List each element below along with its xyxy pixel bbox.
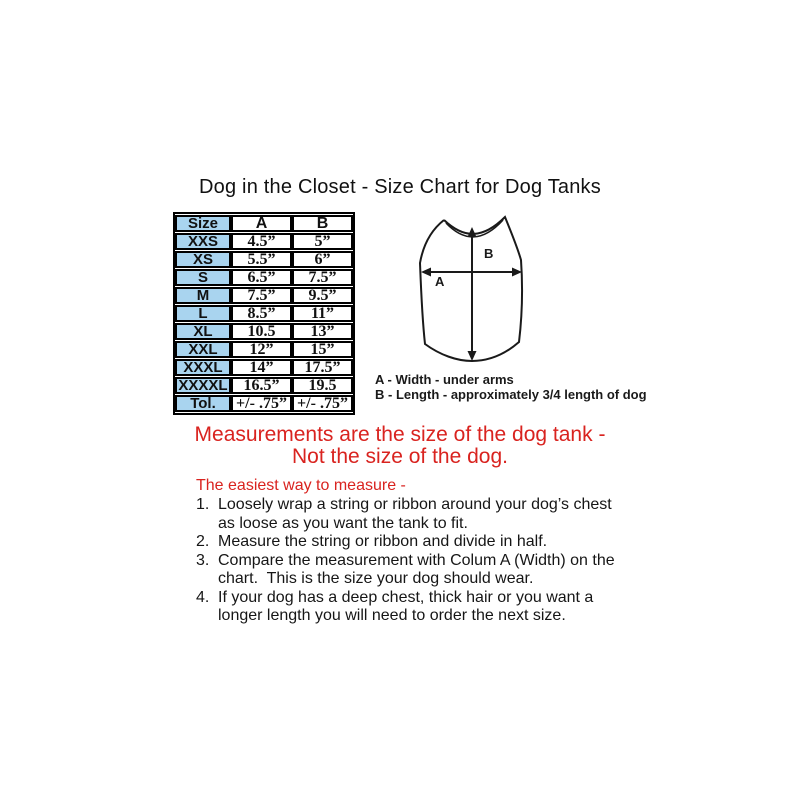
table-row xyxy=(175,323,353,340)
size-cell: Tol. xyxy=(175,395,231,412)
step-item xyxy=(196,496,620,533)
size-cell: XXXL xyxy=(175,359,231,376)
column-header-b: B xyxy=(292,215,353,232)
page-title: Dog in the Closet - Size Chart for Dog Tanks xyxy=(199,176,601,198)
measuring-instructions xyxy=(196,476,620,626)
step-number: 2. xyxy=(196,533,210,550)
width-arrow-head-left xyxy=(421,268,431,277)
table-row xyxy=(175,341,353,358)
column-header-size: Size xyxy=(175,215,231,232)
width-value: 12” xyxy=(231,341,292,358)
label-b: B xyxy=(484,246,494,261)
length-value: 9.5” xyxy=(292,287,353,304)
dog-tank-diagram xyxy=(419,213,524,365)
size-cell: M xyxy=(175,287,231,304)
length-value: 7.5” xyxy=(292,269,353,286)
width-value: 16.5” xyxy=(231,377,292,394)
length-value: +/- .75” xyxy=(292,395,353,412)
length-value: 6” xyxy=(292,251,353,268)
step-item xyxy=(196,533,620,552)
table-header-row xyxy=(175,215,353,232)
table-row xyxy=(175,377,353,394)
width-value: 6.5” xyxy=(231,269,292,286)
step-text: Loosely wrap a string or ribbon around your dog’s chest as loose as you want the tank to fit. xyxy=(218,496,617,532)
legend-line-b: B - Length - approximately 3/4 length of dog xyxy=(375,387,647,402)
step-text: Compare the measurement with Colum A (Width) on the chart. This is the size your dog should wear. xyxy=(218,551,620,587)
size-cell: XXL xyxy=(175,341,231,358)
length-arrow-head-bottom xyxy=(468,351,477,361)
table-row xyxy=(175,305,353,322)
table-row xyxy=(175,251,353,268)
table-row xyxy=(175,395,353,412)
width-value: +/- .75” xyxy=(231,395,292,412)
length-value: 5” xyxy=(292,233,353,250)
legend-line-a: A - Width - under arms xyxy=(375,372,514,387)
width-value: 5.5” xyxy=(231,251,292,268)
length-value: 15” xyxy=(292,341,353,358)
diagram-legend xyxy=(375,372,647,402)
step-number: 4. xyxy=(196,588,210,606)
length-value: 19.5 xyxy=(292,377,353,394)
length-value: 17.5” xyxy=(292,359,353,376)
width-value: 8.5” xyxy=(231,305,292,322)
notice-line-1: Measurements are the size of the dog tank - xyxy=(194,423,606,446)
notice-line-2: Not the size of the dog. xyxy=(292,445,508,468)
step-number: 3. xyxy=(196,551,210,569)
length-arrow-head-top xyxy=(468,227,477,237)
measure-heading: The easiest way to measure - xyxy=(196,477,406,494)
width-value: 7.5” xyxy=(231,287,292,304)
length-value: 13” xyxy=(292,323,353,340)
table-row xyxy=(175,359,353,376)
column-header-a: A xyxy=(231,215,292,232)
size-cell: S xyxy=(175,269,231,286)
measurement-notice xyxy=(0,424,800,468)
size-cell: XL xyxy=(175,323,231,340)
table-row xyxy=(175,287,353,304)
width-value: 14” xyxy=(231,359,292,376)
width-arrow-head-right xyxy=(512,268,522,277)
step-item xyxy=(196,552,620,589)
label-a: A xyxy=(435,274,445,289)
step-item xyxy=(196,589,620,626)
table-row xyxy=(175,269,353,286)
size-table xyxy=(173,212,355,415)
size-cell: XXXXL xyxy=(175,377,231,394)
length-value: 11” xyxy=(292,305,353,322)
step-number: 1. xyxy=(196,496,210,513)
size-cell: L xyxy=(175,305,231,322)
table-row xyxy=(175,233,353,250)
size-cell: XXS xyxy=(175,233,231,250)
width-value: 10.5 xyxy=(231,323,292,340)
step-text: If your dog has a deep chest, thick hair or you want a longer length you will need to order the next size. xyxy=(218,588,598,624)
step-text: Measure the string or ribbon and divide in half. xyxy=(218,533,548,550)
width-value: 4.5” xyxy=(231,233,292,250)
size-cell: XS xyxy=(175,251,231,268)
